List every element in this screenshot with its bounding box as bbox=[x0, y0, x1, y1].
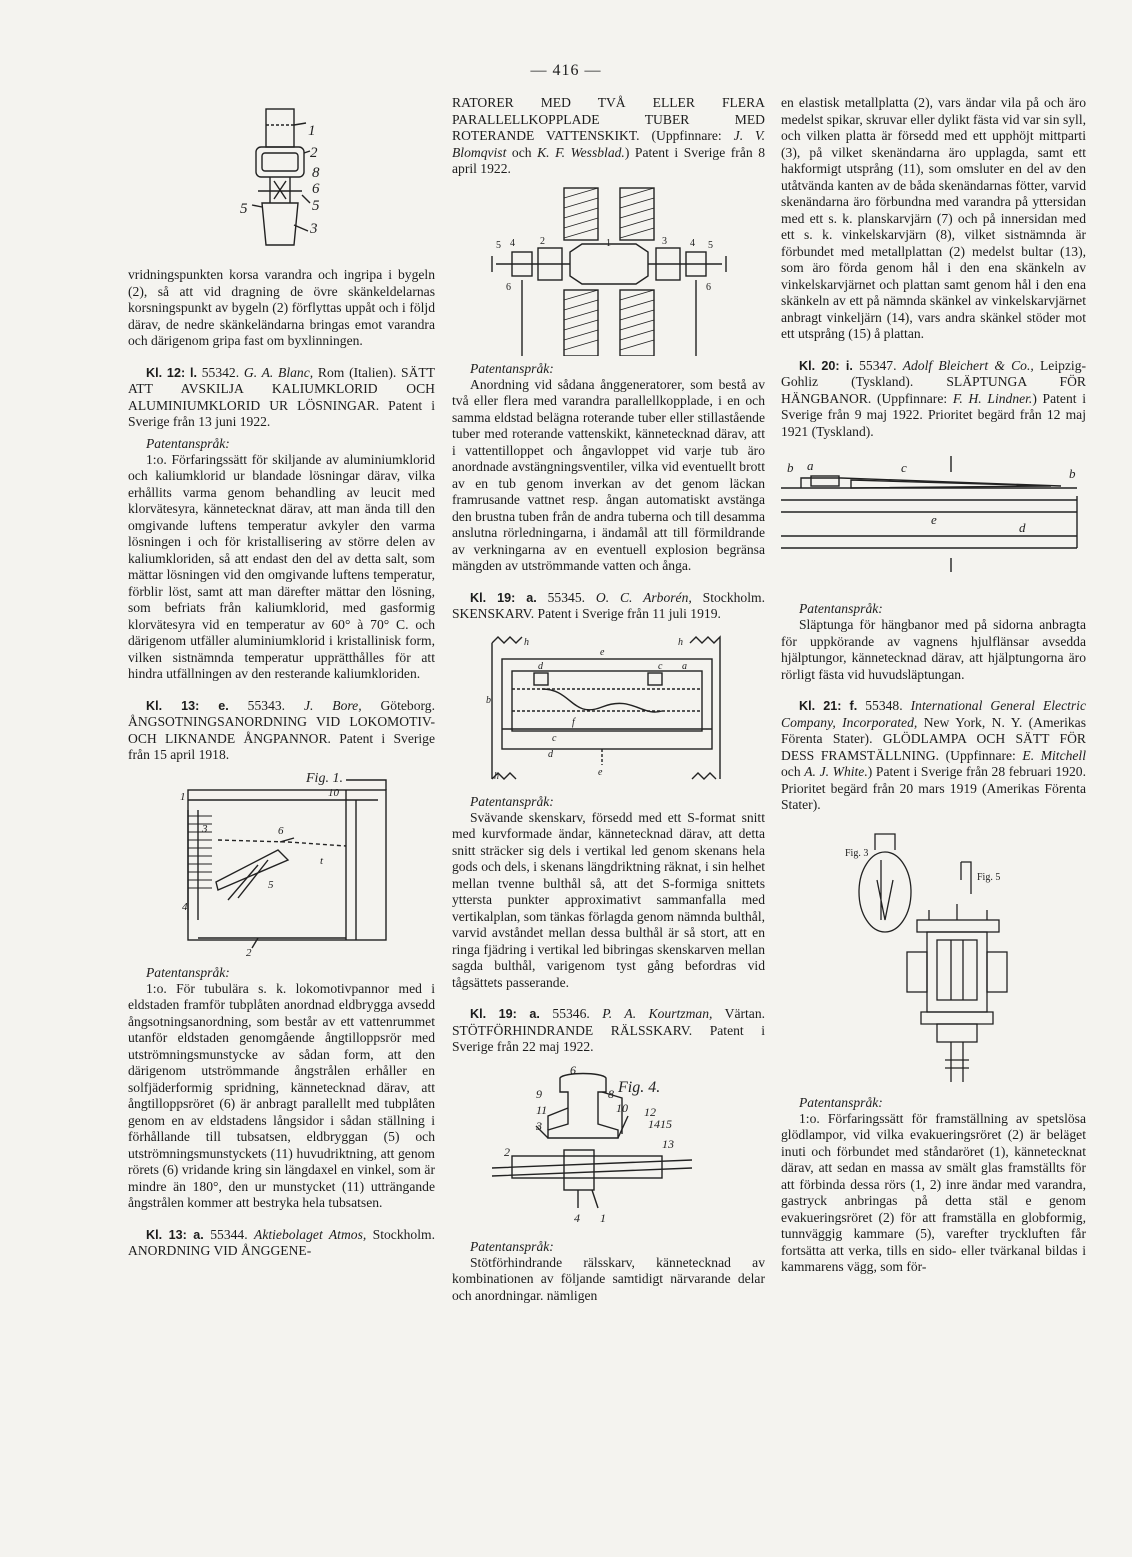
figure-suspender-clasp bbox=[128, 95, 435, 265]
article-continuation: vridningspunkten korsa varandra och ingripa i bygeln (2), så att vid dragning de övre skänkeldelarnas korsningspunkt av bygeln (2) förflyttas uppåt och i följd därav, de nedre skänkeländarna bringas emot varandra och därigenom gripa fast om byxlinningen. bbox=[128, 267, 435, 348]
fig-label: 12 bbox=[644, 1104, 656, 1119]
column-3 bbox=[781, 95, 1086, 1276]
fig-label: 6 bbox=[706, 281, 711, 293]
fig-label: 13 bbox=[662, 1136, 674, 1151]
inventor: K. F. Wessblad. bbox=[537, 144, 625, 160]
patent-entry-55344-continued bbox=[452, 95, 765, 178]
fig-label: 5 bbox=[312, 198, 320, 214]
patent-title: Stockholm. ANORDNING VID ÅNGGENE- bbox=[128, 1226, 435, 1258]
fig-label: 4 bbox=[510, 237, 515, 249]
patent-title: Rom (Italien). SÄTT ATT AVSKILJA KALIUMKLORID OCH ALUMINIUMKLORID UR LÖSNINGAR. Patent i Sverige från 13 juni 1922. bbox=[128, 364, 435, 429]
claim-text: Anordning vid sådana ånggeneratorer, som bestå av två eller flera med varandra parallellkopplade, i en och samma eldstad belägna roterande tuber eller stillastående tuber med roterande vattenskikt, kännetecknad därav, att i vattentilloppet och ångavloppet vid varje tub äro anordnade avstängningsventiler, vilka vid eventuellt brott av en tub genom inverkan av det genom läckan framrusande vattnet resp. ångan automatiskt avstänga den brustna tuben från de andra tuberna och till desamma anslutna rörledningarna, i ändamål att till förmildrande av verkningarna av en eventuell explosion begränsa mängden av utströmmande vatten och ånga. bbox=[452, 376, 765, 573]
claim-text: 1:o. Förfaringssätt för framställning av spetslösa glödlampor, vid vilka evakueringsröret (2) är beläget inuti och förbundet med ståndaröret (1), kännetecknat därav, att sedan en massa av smält glas framställts för att förbinda dessa rörs (1, 2) inre ändar med varandra, gastryck anbringas på detta stäl e genom evakueringsröret (2) för att framställa en globformig, tunnväggig kammare (5), varefter tryckluften får fortsätta att verka, tills en sido- eller tvärkanal bildas i kammarens vägg, som för- bbox=[781, 1110, 1086, 1274]
fig-label: e bbox=[600, 646, 605, 658]
claim-text: Stötförhindrande rälsskarv, kännetecknad av kombinationen av följande samtidigt närvarande delar och anordningar. nämligen bbox=[452, 1254, 765, 1303]
fig-label: b bbox=[787, 460, 794, 475]
fig-label: t bbox=[320, 854, 324, 867]
fig-label: b bbox=[1069, 466, 1076, 481]
fig-label: 8 bbox=[312, 165, 320, 181]
fig-label: e bbox=[931, 512, 937, 527]
patent-title: Göteborg. ÅNGSOTNINGSANORDNING VID LOKOMOTIV- OCH LIKNANDE ÅNGPANNOR. Patent i Sverige från 15 april 1918. bbox=[128, 697, 435, 762]
fig-label: 15 bbox=[660, 1116, 672, 1131]
fig-label: 14 bbox=[648, 1116, 660, 1131]
fig-label: 3 bbox=[202, 822, 208, 835]
figure-incandescent-lamp bbox=[781, 820, 1086, 1090]
conjunction: och bbox=[506, 144, 538, 160]
patent-entry-55346 bbox=[452, 1006, 765, 1056]
fig-label: h bbox=[524, 636, 529, 648]
column-1 bbox=[128, 95, 435, 1260]
inventor: A. J. White. bbox=[804, 764, 868, 779]
inventor: J. V. Blomqvist bbox=[452, 128, 766, 160]
claim-heading: Patentanspråk: bbox=[799, 601, 883, 616]
fig-label: d bbox=[1019, 520, 1026, 535]
patent-holder: G. A. Blanc, bbox=[243, 364, 314, 380]
fig-label: e bbox=[598, 766, 603, 778]
patent-entry-55342 bbox=[128, 365, 435, 431]
fig-caption: Fig. 3 bbox=[845, 847, 869, 859]
fig-label: 5 bbox=[268, 878, 274, 891]
patent-title: Värtan. STÖTFÖRHINDRANDE RÄLSSKARV. Patent i Sverige från 22 maj 1922. bbox=[452, 1006, 766, 1054]
page-number: — 416 — bbox=[530, 62, 602, 79]
patent-date: ) Patent i Sverige från 28 februari 1920. Prioritet begärd från 20 mars 1919 (Amerikas Förenta Stater). bbox=[781, 764, 1086, 812]
fig-label: f bbox=[572, 716, 575, 728]
conjunction: och bbox=[781, 764, 805, 779]
patent-title: Stockholm. SKENSKARV. Patent i Sverige från 11 juli 1919. bbox=[452, 589, 765, 621]
patent-entry-55347 bbox=[781, 358, 1086, 441]
patent-holder: International General Electric Company, Incorporated, bbox=[781, 698, 1086, 730]
fig-label: 3 bbox=[662, 235, 667, 247]
fig-label: 4 bbox=[574, 1210, 580, 1225]
claim-heading: Patentanspråk: bbox=[470, 1238, 554, 1254]
fig-label: a bbox=[682, 660, 687, 672]
claim-heading: Patentanspråk: bbox=[470, 360, 554, 376]
figure-hanging-rail-tongue bbox=[781, 446, 1086, 596]
fig-label: 2 bbox=[504, 1144, 510, 1159]
patent-entry-55345 bbox=[452, 590, 765, 623]
patent-class: Kl. 21: f. bbox=[799, 699, 858, 713]
patent-holder: Aktiebolaget Atmos, bbox=[254, 1226, 367, 1242]
fig-label: 8 bbox=[608, 1086, 614, 1101]
patent-holder: O. C. Arborén, bbox=[595, 589, 692, 605]
claim-text: 1:o. För tubulära s. k. lokomotivpannor med i eldstaden framför tubplåten anordnad eldbrygga avsedd ångsotningsanordning, som består av ett vattenrummet utanför eldstaden genomgående ångtilloppsrör med utströmningsmunstycke av sådan form, att den därigenom utströmmande ångstrålen erhåller en solfjäderformig spridning, kännetecknad därav, att ångtilloppsröret (6) är anbragt parallellt med tubplåten genom en av eldstadens långsidor i sådan ställning i förhållande till tubsatsen, eldbryggan (5) och utströmningsmunstyckets (11) huvudriktning, att genom rörets (6) vridande kring sin längdaxel en vinkel, som är mindre än 180°, den ur munstycket (11) utträngande ångstrålen kommer att bestryka hela tubsatsen. bbox=[128, 980, 435, 1210]
fig-label: 2 bbox=[246, 946, 252, 959]
claim-text: Släptunga för hängbanor med på sidorna anbragta för uppkörande av vagnens hjulflänsar avsedda hjälptungor, kännetecknad därav, att hjälptungorna äro rörligt fästa vid huvudsläptungan. bbox=[781, 617, 1086, 682]
fig-label: 1 bbox=[600, 1210, 606, 1225]
claim-text: Svävande skenskarv, försedd med ett S-format snitt med kurvformade ändar, kännetecknad därav, att detta snitt sträcker sig dels i vertikal led genom skenans hela gods och dels, i skenans längdriktning räknat, i sin helhet mellan tvenne bulthål så, att det S-formiga snittets yttersta punkter approximativt sammanfalla med vertikalplan, som tänkas förlagda genom nämnda bulthål, varvid avståndet mellan dessa bulthål är så stort, att en ringa fjädring i vertikal led bibringas skenskarven mellan sagda bulthål, varigenom tyst gång befordras vid tågsättets passerande. bbox=[452, 809, 765, 990]
patent-date: ) Patent i Sverige från 8 april 1922. bbox=[452, 144, 765, 176]
fig-label: c bbox=[901, 460, 907, 475]
fig-label: 4 bbox=[690, 237, 695, 249]
patent-holder: J. Bore, bbox=[303, 697, 362, 713]
fig-label: h bbox=[678, 636, 683, 648]
patent-holder: P. A. Kourtzman, bbox=[602, 1006, 713, 1021]
fig-caption: Fig. 4. bbox=[618, 1078, 661, 1096]
fig-label: 5 bbox=[496, 239, 501, 251]
patent-number: 55345. bbox=[547, 589, 586, 605]
patent-date: ) Patent i Sverige från 9 maj 1922. Prioritet begärd från 12 maj 1921 (Tyskland). bbox=[781, 390, 1086, 439]
fig-label: 6 bbox=[506, 281, 511, 293]
fig-caption: Fig. 1. bbox=[306, 770, 343, 786]
patent-class: Kl. 19: a. bbox=[470, 1007, 540, 1021]
patent-number: 55342. bbox=[201, 364, 240, 380]
fig-label: 3 bbox=[310, 221, 318, 237]
fig-label: 6 bbox=[570, 1063, 576, 1077]
inventor: E. Mitchell bbox=[1022, 747, 1086, 763]
patent-class: Kl. 13: a. bbox=[146, 1227, 204, 1242]
patent-number: 55346. bbox=[552, 1006, 590, 1021]
fig-label: a bbox=[807, 458, 814, 473]
fig-label: 10 bbox=[328, 786, 339, 799]
patent-class: Kl. 13: e. bbox=[146, 698, 229, 713]
fig-label: 5 bbox=[708, 239, 713, 251]
fig-caption: Fig. 5 bbox=[977, 871, 1001, 883]
fig-label: 2 bbox=[540, 235, 545, 247]
column-2 bbox=[452, 95, 765, 1304]
fig-label: c bbox=[552, 732, 557, 744]
fig-label: c bbox=[658, 660, 663, 672]
patent-holder: Adolf Bleichert & Co., bbox=[902, 357, 1034, 373]
patent-class: Kl. 19: a. bbox=[470, 590, 537, 605]
patent-entry-55343 bbox=[128, 698, 435, 764]
patent-title: RATORER MED TVÅ ELLER FLERA PARALLELLKOPPLADE TUBER MED ROTERANDE VATTENSKIKT. (Uppfinnare: bbox=[452, 95, 765, 143]
claim-heading: Patentanspråk: bbox=[470, 793, 554, 809]
patent-title: New York, N. Y. (Amerikas Förenta Stater). GLÖDLAMPA OCH SÄTT FÖR DESS FRAMSTÄLLNING. (Uppfinnare: bbox=[781, 714, 1086, 763]
fig-label: 9 bbox=[536, 1086, 542, 1101]
figure-steam-soot-blower bbox=[128, 770, 435, 960]
fig-label: 4 bbox=[182, 900, 188, 913]
claim-heading: Patentanspråk: bbox=[146, 435, 230, 451]
claim-text: 1:o. Förfaringssätt för skiljande av aluminiumklorid och kaliumklorid ur blandade lösningar därav, vilka erhållits varma genom behandling av leucit med klorvätesyra, kännetecknat därav, att man ända till den omgivande luftens temperatur avkyler den varma lösningen i och för kristallisering av större delen av kaliumkloriden, så att endast den del av detta salt, som mättar lösningen vid den omgivande luftens temperatur, förblir löst, samt att man därefter mättar den lösning, som befriats från kaliumklorid, med gasformig klorvätesyra vid en temperatur av 60° à 70° C. och därigenom utfäller aluminiumklorid i kristallinisk form, vilken sistnämnda temperatur upprätthålles för att hindra utfällningen av den resterande kaliumkloriden. bbox=[128, 451, 435, 681]
claim-heading: Patentanspråk: bbox=[146, 964, 230, 980]
patent-number: 55344. bbox=[210, 1226, 248, 1242]
patent-title: Leipzig-Gohliz (Tyskland). SLÄPTUNGA FÖR HÄNGBANOR. (Uppfinnare: bbox=[781, 357, 1087, 406]
inventor: F. H. Lindner. bbox=[952, 390, 1033, 406]
fig-label: 3 bbox=[536, 1118, 542, 1133]
patent-class: Kl. 20: i. bbox=[799, 358, 853, 373]
patent-number: 55348. bbox=[865, 698, 903, 713]
figure-rail-joint bbox=[452, 629, 765, 789]
figure-rail-joint-fig4 bbox=[452, 1064, 765, 1234]
fig-label: 11 bbox=[536, 1102, 548, 1117]
figure-steam-generator-tubes bbox=[452, 186, 765, 356]
patent-number: 55347. bbox=[859, 357, 897, 373]
fig-label: 6 bbox=[312, 181, 320, 197]
patent-entry-55348 bbox=[781, 698, 1086, 814]
fig-label: h bbox=[494, 770, 499, 782]
patent-class: Kl. 12: l. bbox=[146, 365, 197, 380]
claim-heading: Patentanspråk: bbox=[799, 1094, 883, 1110]
fig-label: 2 bbox=[310, 145, 318, 161]
fig-label: 5 bbox=[240, 201, 248, 217]
fig-label: 1 bbox=[180, 790, 186, 803]
patent-entry-55344 bbox=[128, 1227, 435, 1260]
article-continuation: en elastisk metallplatta (2), vars ändar vila på och äro medelst spikar, skruvar eller dylikt fästa vid var sin syll, och vilken platta är försedd med ett upphöjt mittparti (3), på vilket skenändarna äro upplagda, samt ett hakformigt utsprång (11), som omsluter en del av den utåtvända kanten av de båda skenändarnas fötter, varvid skenändarna äro förbundna med varandra på yttersidan med ett s. k. planskarvjärn (7) och på innersidan med ett s. k. vinkelskarvjärn (8), vilket sistnämnda är förbundet med metallplattan (2) medelst bultar (13), som äro förda genom hål i den ena skänkeln av vinkelskarvjärnet och plattan samt genom hål i den ena skänkeln av ett på nämnda skänkel av vinkelskarvjärnet anbragt vinkeljärn (14), vars andra skänkel stöder mot ett utsprång (15) å plattan. bbox=[781, 95, 1086, 341]
fig-label: b bbox=[486, 694, 491, 706]
fig-label: d bbox=[538, 660, 543, 672]
fig-label: 6 bbox=[278, 824, 284, 837]
fig-label: 1 bbox=[308, 123, 316, 139]
patent-number: 55343. bbox=[247, 697, 286, 713]
fig-label: 1 bbox=[606, 237, 611, 249]
fig-label: 10 bbox=[616, 1100, 628, 1115]
fig-label: d bbox=[548, 748, 553, 760]
